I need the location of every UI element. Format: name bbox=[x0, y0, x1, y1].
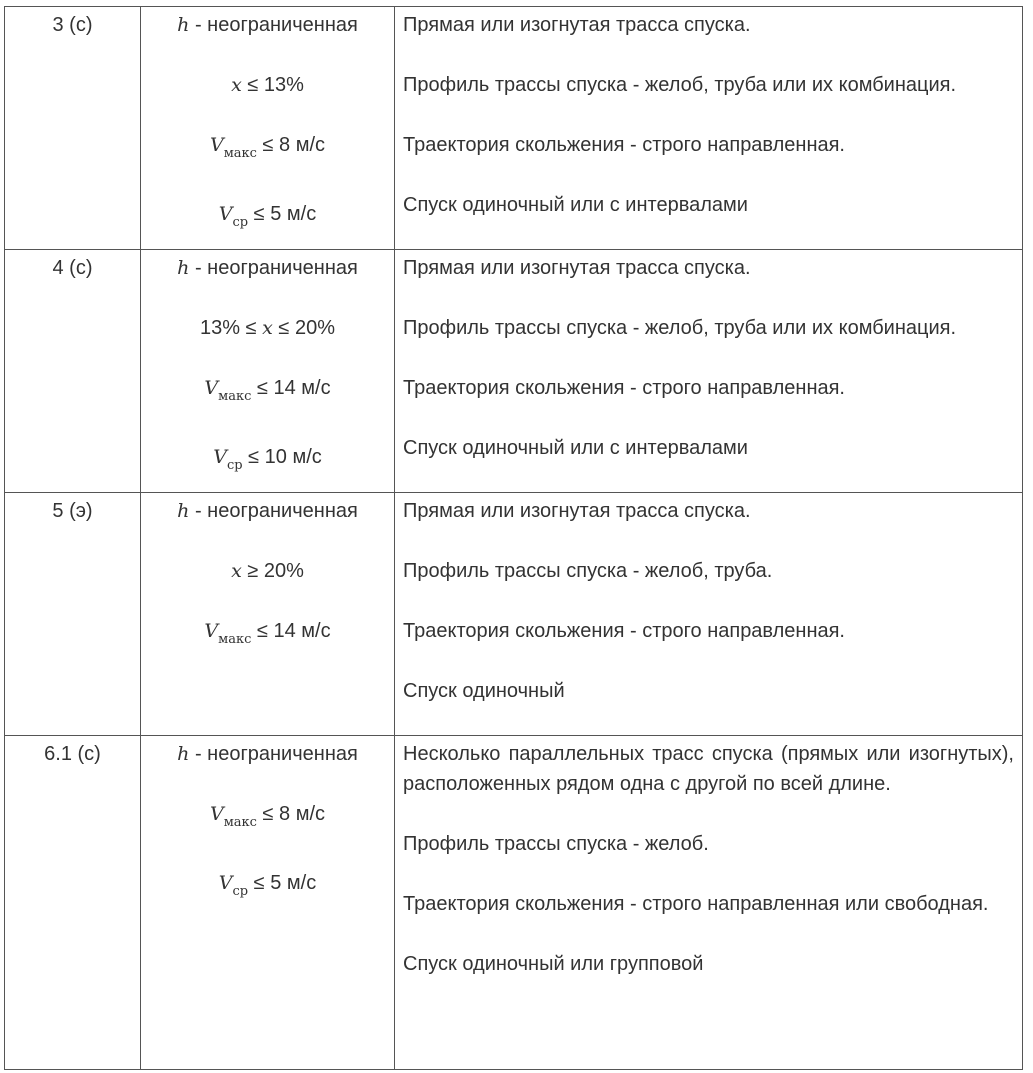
parameter-line bbox=[149, 313, 386, 343]
description-paragraph: Траектория скольжения - строго направленная или свободная. bbox=[403, 893, 989, 915]
description-paragraph: Профиль трассы спуска - желоб, труба. bbox=[403, 560, 773, 582]
subscript: макс bbox=[223, 815, 257, 830]
subscript: макс bbox=[218, 389, 252, 404]
symbol: V bbox=[213, 446, 227, 468]
parameter-text: - неограниченная bbox=[189, 743, 358, 765]
symbol: V bbox=[209, 134, 224, 156]
parameters-cell bbox=[141, 7, 395, 250]
parameter-text: ≤ 20% bbox=[272, 317, 335, 339]
description-cell bbox=[395, 736, 1023, 1070]
parameter-text: ≤ 13% bbox=[241, 74, 304, 96]
description-paragraph: Прямая или изогнутая трасса спуска. bbox=[403, 500, 751, 522]
classification-table bbox=[4, 6, 1023, 1070]
description-paragraph: Спуск одиночный bbox=[403, 680, 565, 702]
description-paragraph: Траектория скольжения - строго направленная. bbox=[403, 377, 845, 399]
parameter-line bbox=[149, 373, 386, 412]
symbol: h bbox=[177, 14, 190, 36]
row-id: 4 (с) bbox=[5, 250, 141, 493]
parameter-text: ≤ 8 м/с bbox=[256, 803, 326, 825]
description-paragraph: Профиль трассы спуска - желоб. bbox=[403, 833, 709, 855]
subscript: макс bbox=[218, 632, 252, 647]
description-paragraph: Спуск одиночный или с интервалами bbox=[403, 437, 748, 459]
parameter-line bbox=[149, 496, 386, 526]
parameters-cell bbox=[141, 250, 395, 493]
table-row bbox=[5, 7, 1023, 250]
parameter-text: ≤ 14 м/с bbox=[251, 620, 331, 642]
parameter-text: ≤ 10 м/с bbox=[242, 446, 322, 468]
subscript: макс bbox=[223, 146, 257, 161]
table-row bbox=[5, 250, 1023, 493]
description-paragraph: Траектория скольжения - строго направленная. bbox=[403, 620, 845, 642]
symbol: V bbox=[218, 203, 233, 225]
description-cell bbox=[395, 250, 1023, 493]
row-id: 6.1 (с) bbox=[5, 736, 141, 1070]
parameter-text: ≤ 8 м/с bbox=[256, 134, 326, 156]
symbol: V bbox=[204, 377, 219, 399]
table-row bbox=[5, 736, 1023, 1070]
description-paragraph: Спуск одиночный или с интервалами bbox=[403, 194, 748, 216]
row-id: 5 (э) bbox=[5, 493, 141, 736]
description-paragraph: Профиль трассы спуска - желоб, труба или их комбинация. bbox=[403, 317, 957, 339]
parameter-text: - неограниченная bbox=[189, 257, 358, 279]
parameter-line bbox=[149, 70, 386, 100]
subscript: ср bbox=[226, 458, 243, 473]
parameter-prefix: 13% ≤ bbox=[200, 317, 263, 339]
symbol: h bbox=[177, 743, 190, 765]
symbol: V bbox=[218, 872, 233, 894]
table-row bbox=[5, 493, 1023, 736]
parameter-line bbox=[149, 616, 386, 655]
row-id: 3 (с) bbox=[5, 7, 141, 250]
description-paragraph: Спуск одиночный или групповой bbox=[403, 953, 704, 975]
description-paragraph: Профиль трассы спуска - желоб, труба или их комбинация. bbox=[403, 74, 957, 96]
description-paragraph: Прямая или изогнутая трасса спуска. bbox=[403, 257, 751, 279]
parameter-line bbox=[149, 868, 386, 907]
symbol: x bbox=[231, 560, 242, 582]
description-paragraph: Траектория скольжения - строго направленная. bbox=[403, 134, 845, 156]
parameter-text: - неограниченная bbox=[189, 500, 358, 522]
parameter-text: ≤ 5 м/с bbox=[248, 872, 317, 894]
subscript: ср bbox=[232, 884, 249, 899]
symbol: h bbox=[177, 500, 190, 522]
parameters-cell bbox=[141, 493, 395, 736]
parameter-text: ≤ 14 м/с bbox=[251, 377, 331, 399]
parameter-text: ≤ 5 м/с bbox=[248, 203, 317, 225]
parameters-cell bbox=[141, 736, 395, 1070]
symbol: x bbox=[262, 317, 273, 339]
parameter-line bbox=[149, 556, 386, 586]
description-cell bbox=[395, 493, 1023, 736]
parameter-line bbox=[149, 130, 386, 169]
parameter-line bbox=[149, 253, 386, 283]
parameter-line bbox=[149, 442, 386, 481]
parameter-line bbox=[149, 799, 386, 838]
parameter-text: - неограниченная bbox=[189, 14, 358, 36]
parameter-text: ≥ 20% bbox=[241, 560, 304, 582]
parameter-line bbox=[149, 199, 386, 238]
symbol: V bbox=[209, 803, 224, 825]
description-paragraph: Прямая или изогнутая трасса спуска. bbox=[403, 14, 751, 36]
symbol: x bbox=[231, 74, 242, 96]
description-cell bbox=[395, 7, 1023, 250]
parameter-line bbox=[149, 739, 386, 769]
symbol: h bbox=[177, 257, 190, 279]
subscript: ср bbox=[232, 215, 249, 230]
parameter-line bbox=[149, 10, 386, 40]
description-paragraph: Несколько параллельных трасс спуска (прямых или изогнутых), расположенных рядом одна с другой по всей длине. bbox=[403, 743, 1014, 795]
symbol: V bbox=[204, 620, 219, 642]
